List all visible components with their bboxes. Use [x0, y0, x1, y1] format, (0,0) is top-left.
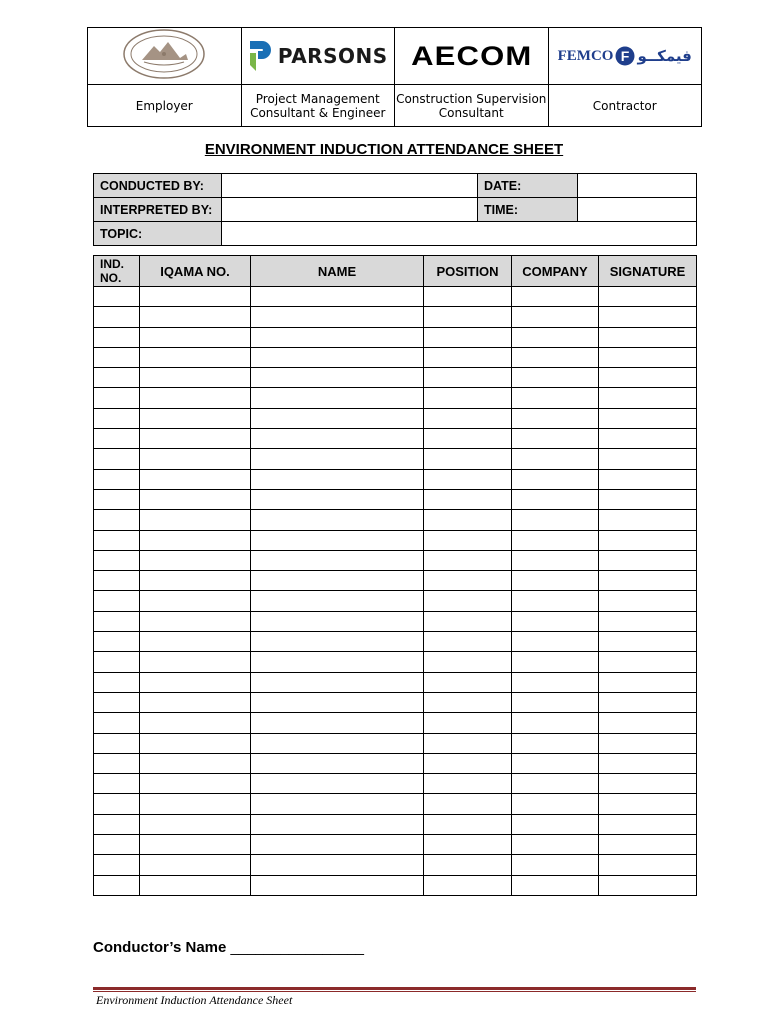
cell-iqama-no[interactable] — [140, 307, 251, 327]
role-contractor: Contractor — [548, 85, 702, 127]
footer-rule-thin — [93, 991, 696, 992]
cell-ind-no[interactable] — [94, 489, 140, 509]
cell-iqama-no[interactable] — [140, 611, 251, 631]
cell-position[interactable] — [424, 794, 512, 814]
cell-signature[interactable] — [599, 408, 697, 428]
cell-ind-no[interactable] — [94, 672, 140, 692]
table-row — [94, 753, 697, 773]
cell-company[interactable] — [512, 591, 599, 611]
interpreted-by-field[interactable] — [222, 198, 478, 222]
table-row — [94, 307, 697, 327]
cell-position[interactable] — [424, 469, 512, 489]
table-row — [94, 591, 697, 611]
cell-company[interactable] — [512, 307, 599, 327]
cell-name[interactable] — [251, 794, 424, 814]
cell-company[interactable] — [512, 408, 599, 428]
role-employer: Employer — [88, 85, 242, 127]
cell-signature[interactable] — [599, 855, 697, 875]
cell-position[interactable] — [424, 753, 512, 773]
interpreted-by-label: INTERPRETED BY: — [94, 198, 222, 222]
table-row — [94, 327, 697, 347]
page-title: ENVIRONMENT INDUCTION ATTENDANCE SHEET — [204, 141, 564, 158]
employer-logo-cell — [88, 28, 242, 85]
cell-ind-no[interactable] — [94, 571, 140, 591]
cell-company[interactable] — [512, 814, 599, 834]
cell-name[interactable] — [251, 550, 424, 570]
cell-signature[interactable] — [599, 835, 697, 855]
table-row — [94, 672, 697, 692]
cell-signature[interactable] — [599, 632, 697, 652]
cell-company[interactable] — [512, 327, 599, 347]
cell-company[interactable] — [512, 469, 599, 489]
conductor-name-blank[interactable]: ________________ — [230, 939, 365, 956]
cell-iqama-no[interactable] — [140, 408, 251, 428]
cell-iqama-no[interactable] — [140, 449, 251, 469]
cell-position[interactable] — [424, 591, 512, 611]
cell-name[interactable] — [251, 429, 424, 449]
table-row — [94, 875, 697, 895]
cell-iqama-no[interactable] — [140, 713, 251, 733]
cell-position[interactable] — [424, 713, 512, 733]
cell-position[interactable] — [424, 855, 512, 875]
cell-signature[interactable] — [599, 733, 697, 753]
cell-signature[interactable] — [599, 794, 697, 814]
cell-position[interactable] — [424, 449, 512, 469]
table-row — [94, 571, 697, 591]
table-row — [94, 652, 697, 672]
cell-name[interactable] — [251, 632, 424, 652]
cell-company[interactable] — [512, 550, 599, 570]
cell-iqama-no[interactable] — [140, 530, 251, 550]
cell-ind-no[interactable] — [94, 814, 140, 834]
cell-name[interactable] — [251, 530, 424, 550]
cell-ind-no[interactable] — [94, 530, 140, 550]
attendance-header-row — [94, 256, 697, 287]
col-header-iqama-no: IQAMA NO. — [140, 256, 251, 287]
cell-signature[interactable] — [599, 611, 697, 631]
cell-company[interactable] — [512, 429, 599, 449]
date-label: DATE: — [478, 174, 578, 198]
cell-name[interactable] — [251, 571, 424, 591]
femco-logo — [549, 46, 702, 66]
cell-name[interactable] — [251, 469, 424, 489]
cell-iqama-no[interactable] — [140, 368, 251, 388]
cell-position[interactable] — [424, 287, 512, 307]
cell-company[interactable] — [512, 388, 599, 408]
table-row — [94, 713, 697, 733]
cell-signature[interactable] — [599, 875, 697, 895]
cell-signature[interactable] — [599, 327, 697, 347]
table-row — [94, 835, 697, 855]
cell-iqama-no[interactable] — [140, 652, 251, 672]
cell-signature[interactable] — [599, 347, 697, 367]
cell-position[interactable] — [424, 429, 512, 449]
aecom-logo: AECOM — [410, 40, 532, 71]
cell-ind-no[interactable] — [94, 835, 140, 855]
cell-ind-no[interactable] — [94, 368, 140, 388]
cell-name[interactable] — [251, 835, 424, 855]
cell-iqama-no[interactable] — [140, 469, 251, 489]
cell-iqama-no[interactable] — [140, 591, 251, 611]
cell-iqama-no[interactable] — [140, 692, 251, 712]
cell-company[interactable] — [512, 530, 599, 550]
table-row — [94, 692, 697, 712]
cell-company[interactable] — [512, 692, 599, 712]
parsons-wordmark: PARSONS — [277, 44, 388, 68]
cell-company[interactable] — [512, 368, 599, 388]
cell-name[interactable] — [251, 733, 424, 753]
cell-iqama-no[interactable] — [140, 429, 251, 449]
femco-wordmark: FEMCO — [557, 47, 614, 64]
femco-arabic-wordmark: فيمكــو — [637, 47, 692, 65]
table-row — [94, 733, 697, 753]
table-row — [94, 368, 697, 388]
cell-iqama-no[interactable] — [140, 489, 251, 509]
cell-company[interactable] — [512, 510, 599, 530]
cell-ind-no[interactable] — [94, 692, 140, 712]
cell-position[interactable] — [424, 652, 512, 672]
conducted-by-field[interactable] — [222, 174, 478, 198]
cell-ind-no[interactable] — [94, 632, 140, 652]
cell-iqama-no[interactable] — [140, 571, 251, 591]
aecom-logo-cell — [395, 28, 549, 85]
cell-company[interactable] — [512, 855, 599, 875]
cell-name[interactable] — [251, 591, 424, 611]
cell-name[interactable] — [251, 652, 424, 672]
cell-company[interactable] — [512, 449, 599, 469]
table-row — [94, 469, 697, 489]
femco-logo-cell — [548, 28, 702, 85]
table-row — [94, 489, 697, 509]
cell-name[interactable] — [251, 287, 424, 307]
cell-iqama-no[interactable] — [140, 347, 251, 367]
cell-name[interactable] — [251, 855, 424, 875]
cell-name[interactable] — [251, 307, 424, 327]
cell-signature[interactable] — [599, 307, 697, 327]
table-row — [94, 408, 697, 428]
cell-iqama-no[interactable] — [140, 550, 251, 570]
table-row — [94, 449, 697, 469]
session-info-table — [93, 173, 697, 246]
cell-name[interactable] — [251, 611, 424, 631]
royal-commission-seal-logo — [122, 28, 206, 80]
cell-iqama-no[interactable] — [140, 388, 251, 408]
cell-company[interactable] — [512, 713, 599, 733]
cell-ind-no[interactable] — [94, 469, 140, 489]
topic-field[interactable] — [222, 222, 697, 246]
cell-ind-no[interactable] — [94, 510, 140, 530]
table-row — [94, 814, 697, 834]
cell-company[interactable] — [512, 611, 599, 631]
cell-ind-no[interactable] — [94, 733, 140, 753]
role-pmc: Project Management Consultant & Engineer — [241, 85, 395, 127]
cell-name[interactable] — [251, 753, 424, 773]
cell-ind-no[interactable] — [94, 327, 140, 347]
cell-company[interactable] — [512, 347, 599, 367]
cell-name[interactable] — [251, 814, 424, 834]
cell-name[interactable] — [251, 510, 424, 530]
cell-signature[interactable] — [599, 429, 697, 449]
cell-signature[interactable] — [599, 652, 697, 672]
cell-ind-no[interactable] — [94, 794, 140, 814]
cell-iqama-no[interactable] — [140, 632, 251, 652]
cell-iqama-no[interactable] — [140, 875, 251, 895]
cell-ind-no[interactable] — [94, 449, 140, 469]
cell-name[interactable] — [251, 368, 424, 388]
cell-signature[interactable] — [599, 672, 697, 692]
cell-ind-no[interactable] — [94, 307, 140, 327]
parsons-logo — [242, 39, 395, 73]
cell-name[interactable] — [251, 875, 424, 895]
cell-position[interactable] — [424, 388, 512, 408]
cell-position[interactable] — [424, 835, 512, 855]
cell-company[interactable] — [512, 571, 599, 591]
cell-name[interactable] — [251, 327, 424, 347]
cell-iqama-no[interactable] — [140, 672, 251, 692]
time-label: TIME: — [478, 198, 578, 222]
cell-signature[interactable] — [599, 489, 697, 509]
cell-ind-no[interactable] — [94, 611, 140, 631]
table-row — [94, 347, 697, 367]
footer-rule-thick — [93, 987, 696, 990]
cell-company[interactable] — [512, 774, 599, 794]
table-row — [94, 510, 697, 530]
col-header-ind-no: IND. NO. — [94, 256, 140, 287]
cell-position[interactable] — [424, 733, 512, 753]
cell-company[interactable] — [512, 632, 599, 652]
cell-iqama-no[interactable] — [140, 835, 251, 855]
cell-iqama-no[interactable] — [140, 794, 251, 814]
cell-iqama-no[interactable] — [140, 733, 251, 753]
cell-name[interactable] — [251, 692, 424, 712]
time-field[interactable] — [578, 198, 697, 222]
cell-name[interactable] — [251, 449, 424, 469]
cell-signature[interactable] — [599, 510, 697, 530]
cell-signature[interactable] — [599, 713, 697, 733]
cell-iqama-no[interactable] — [140, 510, 251, 530]
cell-company[interactable] — [512, 489, 599, 509]
table-row — [94, 774, 697, 794]
cell-position[interactable] — [424, 672, 512, 692]
cell-signature[interactable] — [599, 388, 697, 408]
cell-signature[interactable] — [599, 753, 697, 773]
cell-name[interactable] — [251, 408, 424, 428]
parsons-p-icon — [248, 39, 272, 73]
cell-signature[interactable] — [599, 571, 697, 591]
cell-position[interactable] — [424, 307, 512, 327]
cell-iqama-no[interactable] — [140, 814, 251, 834]
cell-ind-no[interactable] — [94, 753, 140, 773]
cell-position[interactable] — [424, 571, 512, 591]
cell-name[interactable] — [251, 774, 424, 794]
footer-caption: Environment Induction Attendance Sheet — [96, 993, 293, 1007]
parsons-logo-cell — [241, 28, 395, 85]
attendance-body — [94, 287, 697, 896]
cell-position[interactable] — [424, 814, 512, 834]
cell-ind-no[interactable] — [94, 652, 140, 672]
cell-ind-no[interactable] — [94, 591, 140, 611]
cell-name[interactable] — [251, 713, 424, 733]
cell-signature[interactable] — [599, 368, 697, 388]
conductor-name-line — [93, 939, 364, 956]
cell-signature[interactable] — [599, 814, 697, 834]
header-logo-table — [87, 27, 702, 127]
cell-ind-no[interactable] — [94, 287, 140, 307]
cell-company[interactable] — [512, 287, 599, 307]
table-row — [94, 632, 697, 652]
cell-iqama-no[interactable] — [140, 327, 251, 347]
cell-ind-no[interactable] — [94, 550, 140, 570]
cell-signature[interactable] — [599, 692, 697, 712]
cell-name[interactable] — [251, 672, 424, 692]
date-field[interactable] — [578, 174, 697, 198]
femco-mark-letter: F — [621, 48, 630, 64]
cell-position[interactable] — [424, 510, 512, 530]
cell-position[interactable] — [424, 347, 512, 367]
cell-company[interactable] — [512, 733, 599, 753]
conducted-by-label: CONDUCTED BY: — [94, 174, 222, 198]
cell-signature[interactable] — [599, 469, 697, 489]
cell-company[interactable] — [512, 753, 599, 773]
cell-ind-no[interactable] — [94, 408, 140, 428]
cell-signature[interactable] — [599, 287, 697, 307]
cell-position[interactable] — [424, 692, 512, 712]
cell-ind-no[interactable] — [94, 713, 140, 733]
table-row — [94, 794, 697, 814]
cell-company[interactable] — [512, 672, 599, 692]
cell-company[interactable] — [512, 875, 599, 895]
cell-ind-no[interactable] — [94, 875, 140, 895]
topic-label: TOPIC: — [94, 222, 222, 246]
cell-ind-no[interactable] — [94, 347, 140, 367]
cell-position[interactable] — [424, 368, 512, 388]
cell-iqama-no[interactable] — [140, 287, 251, 307]
table-row — [94, 530, 697, 550]
cell-iqama-no[interactable] — [140, 753, 251, 773]
cell-company[interactable] — [512, 652, 599, 672]
table-row — [94, 287, 697, 307]
table-row — [94, 388, 697, 408]
cell-position[interactable] — [424, 408, 512, 428]
cell-position[interactable] — [424, 489, 512, 509]
cell-position[interactable] — [424, 530, 512, 550]
cell-position[interactable] — [424, 632, 512, 652]
col-header-name: NAME — [251, 256, 424, 287]
cell-company[interactable] — [512, 835, 599, 855]
cell-company[interactable] — [512, 794, 599, 814]
role-supervision: Construction Supervision Consultant — [395, 85, 549, 127]
cell-signature[interactable] — [599, 449, 697, 469]
cell-position[interactable] — [424, 875, 512, 895]
attendance-table — [93, 255, 697, 896]
femco-f-icon — [615, 46, 635, 66]
cell-ind-no[interactable] — [94, 774, 140, 794]
conductor-name-label: Conductor’s Name — [93, 939, 227, 956]
cell-signature[interactable] — [599, 550, 697, 570]
cell-ind-no[interactable] — [94, 429, 140, 449]
table-row — [94, 611, 697, 631]
table-row — [94, 855, 697, 875]
cell-signature[interactable] — [599, 591, 697, 611]
col-header-position: POSITION — [424, 256, 512, 287]
cell-signature[interactable] — [599, 530, 697, 550]
cell-position[interactable] — [424, 774, 512, 794]
cell-ind-no[interactable] — [94, 388, 140, 408]
table-row — [94, 550, 697, 570]
cell-iqama-no[interactable] — [140, 855, 251, 875]
cell-iqama-no[interactable] — [140, 774, 251, 794]
cell-position[interactable] — [424, 550, 512, 570]
table-row — [94, 429, 697, 449]
cell-name[interactable] — [251, 388, 424, 408]
col-header-company: COMPANY — [512, 256, 599, 287]
col-header-signature: SIGNATURE — [599, 256, 697, 287]
cell-position[interactable] — [424, 327, 512, 347]
cell-signature[interactable] — [599, 774, 697, 794]
cell-name[interactable] — [251, 347, 424, 367]
cell-name[interactable] — [251, 489, 424, 509]
cell-ind-no[interactable] — [94, 855, 140, 875]
cell-position[interactable] — [424, 611, 512, 631]
